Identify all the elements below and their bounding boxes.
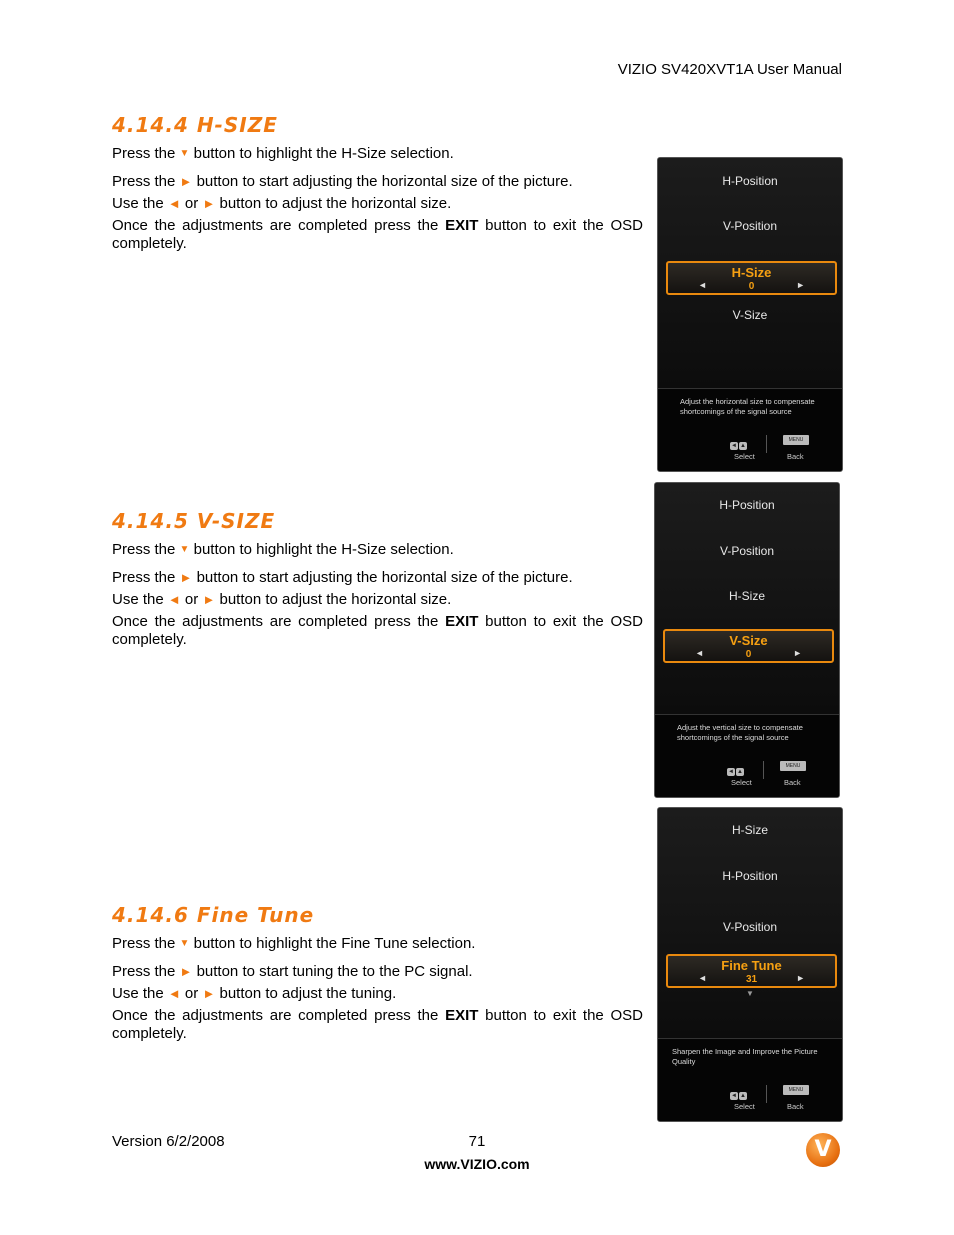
divider: [766, 1085, 767, 1103]
right-arrow-icon: ►: [179, 570, 193, 585]
osd-help-text: Sharpen the Image and Improve the Picture Quality: [672, 1047, 818, 1066]
left-triangle-icon: ◄: [698, 280, 707, 290]
section-v-size: [112, 509, 643, 649]
divider: [763, 761, 764, 779]
osd-selected-item: [666, 954, 837, 988]
paragraph: Press the ► button to start tuning the to the PC signal.: [112, 963, 473, 980]
vizio-logo-icon: V: [806, 1133, 840, 1167]
section-h-size: [112, 113, 643, 253]
divider: [766, 435, 767, 453]
chevron-down-icon: ▼: [746, 989, 754, 998]
left-arrow-icon: ◄: [167, 592, 181, 607]
paragraph: Use the ◄ or ► button to adjust the tuning.: [112, 985, 397, 1002]
left-triangle-icon: ◄: [695, 648, 704, 658]
down-arrow-icon: ▼: [179, 148, 190, 159]
paragraph: Once the adjustments are completed press the EXIT button to exit the OSD completely.: [112, 1007, 643, 1042]
osd-help-panel: [655, 714, 839, 797]
left-arrow-icon: ◄: [167, 986, 181, 1001]
osd-select-caption: Select: [734, 1102, 755, 1111]
right-arrow-icon: ►: [202, 986, 216, 1001]
section-fine-tune: [112, 903, 643, 1043]
osd-help-panel: [658, 388, 842, 471]
osd-back-caption: Back: [784, 778, 801, 787]
section-title: 4.14.4 H-SIZE: [112, 113, 278, 137]
osd-select-caption: Select: [731, 778, 752, 787]
osd-menu: [658, 158, 842, 390]
left-arrow-icon: ◄: [167, 196, 181, 211]
menu-key-icon: MENU: [783, 435, 809, 445]
osd-selected-value: 31: [745, 974, 758, 985]
osd-menu: [655, 483, 839, 715]
paragraph: Press the ► button to start adjusting the horizontal size of the picture.: [112, 173, 573, 190]
right-arrow-icon: ►: [179, 964, 193, 979]
osd-selected-label: Fine Tune: [721, 958, 782, 973]
paragraph: Press the ▼ button to highlight the Fine Tune selection.: [112, 935, 476, 952]
footer-url: www.VIZIO.com: [424, 1156, 530, 1172]
osd-help-text: Adjust the vertical size to compensate shortcomings of the signal source: [677, 723, 803, 742]
header-title: VIZIO SV420XVT1A User Manual: [617, 61, 842, 78]
osd-back-caption: Back: [787, 1102, 804, 1111]
osd-menu: [658, 808, 842, 1040]
right-arrow-icon: ►: [202, 196, 216, 211]
arrow-keys-icon: ◄ ▲: [728, 769, 743, 775]
footer-version: Version 6/2/2008: [112, 1133, 225, 1150]
osd-screenshot-fine-tune: [657, 807, 843, 1122]
osd-help-panel: [658, 1038, 842, 1121]
menu-key-icon: MENU: [780, 761, 806, 771]
osd-selected-label: V-Size: [729, 633, 768, 648]
arrow-keys-icon: ◄ ▲: [731, 443, 746, 449]
right-arrow-icon: ►: [179, 174, 193, 189]
osd-menu-item: H-Size: [728, 589, 765, 603]
menu-key-icon: MENU: [783, 1085, 809, 1095]
section-title: 4.14.6 Fine Tune: [112, 903, 315, 927]
osd-back-caption: Back: [787, 452, 804, 461]
paragraph: Press the ▼ button to highlight the H-Size selection.: [112, 145, 454, 162]
right-arrow-icon: ►: [202, 592, 216, 607]
paragraph: Press the ► button to start adjusting the horizontal size of the picture.: [112, 569, 573, 586]
arrow-keys-icon: ◄ ▲: [731, 1093, 746, 1099]
osd-menu-item: V-Position: [722, 219, 778, 233]
down-arrow-icon: ▼: [179, 938, 190, 949]
section-title: 4.14.5 V-SIZE: [112, 509, 276, 533]
osd-selected-item: [666, 261, 837, 295]
osd-menu-item: H-Size: [731, 823, 768, 837]
osd-menu-item: H-Position: [722, 174, 778, 188]
right-triangle-icon: ►: [796, 973, 805, 983]
right-triangle-icon: ►: [796, 280, 805, 290]
osd-selected-label: H-Size: [731, 265, 772, 280]
osd-selected-value: 0: [745, 649, 752, 660]
osd-screenshot-v-size: [654, 482, 840, 798]
osd-menu-item: H-Position: [722, 869, 778, 883]
osd-menu-item: V-Size: [732, 308, 768, 322]
osd-menu-item: V-Position: [722, 920, 778, 934]
right-triangle-icon: ►: [793, 648, 802, 658]
osd-select-caption: Select: [734, 452, 755, 461]
paragraph: Use the ◄ or ► button to adjust the horizontal size.: [112, 591, 452, 608]
osd-menu-item: H-Position: [719, 498, 775, 512]
paragraph: Once the adjustments are completed press the EXIT button to exit the OSD completely.: [112, 217, 643, 252]
paragraph: Press the ▼ button to highlight the H-Size selection.: [112, 541, 454, 558]
left-triangle-icon: ◄: [698, 973, 707, 983]
osd-menu-item: V-Position: [719, 544, 775, 558]
osd-selected-item: [663, 629, 834, 663]
osd-help-text: Adjust the horizontal size to compensate shortcomings of the signal source: [680, 397, 815, 416]
down-arrow-icon: ▼: [179, 544, 190, 555]
osd-screenshot-h-size: [657, 157, 843, 472]
paragraph: Use the ◄ or ► button to adjust the horizontal size.: [112, 195, 452, 212]
paragraph: Once the adjustments are completed press the EXIT button to exit the OSD completely.: [112, 613, 643, 648]
page-number: 71: [468, 1133, 486, 1150]
osd-selected-value: 0: [748, 281, 755, 292]
